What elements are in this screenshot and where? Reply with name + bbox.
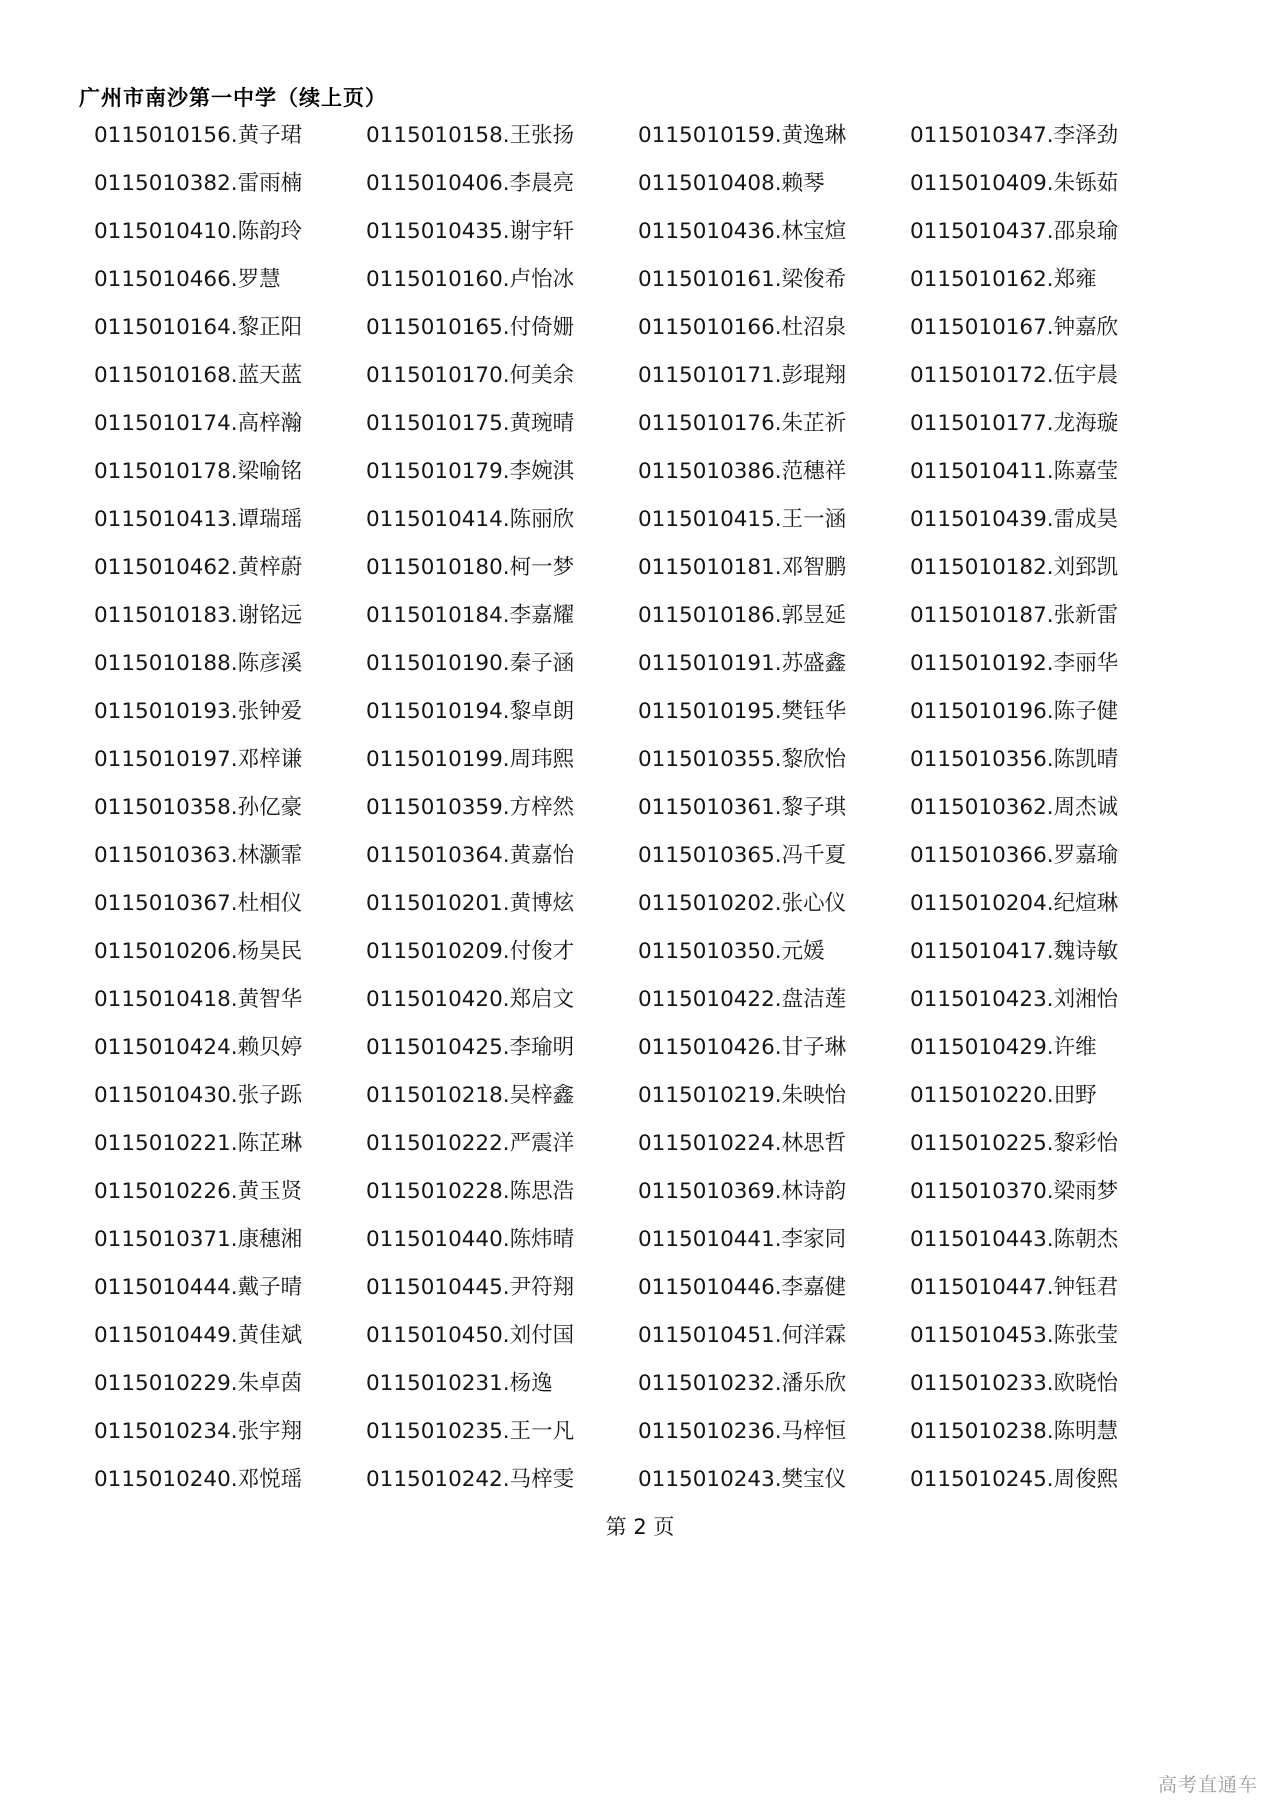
list-item: 0115010440.陈炜晴	[366, 1227, 575, 1252]
list-item: 0115010182.刘郅凯	[910, 555, 1119, 580]
list-item: 0115010201.黄博炫	[366, 891, 575, 916]
list-item: 0115010355.黎欣怡	[638, 747, 847, 772]
list-item: 0115010160.卢怡冰	[366, 267, 575, 292]
list-item: 0115010177.龙海璇	[910, 411, 1119, 436]
list-item: 0115010161.梁俊希	[638, 267, 847, 292]
list-item: 0115010209.付俊才	[366, 939, 575, 964]
list-item: 0115010424.赖贝婷	[94, 1035, 303, 1060]
list-item: 0115010188.陈彦溪	[94, 651, 303, 676]
list-item: 0115010221.陈芷琳	[94, 1131, 303, 1156]
list-item: 0115010165.付倚姗	[366, 315, 575, 340]
list-item: 0115010166.杜沼泉	[638, 315, 847, 340]
list-item: 0115010190.秦子涵	[366, 651, 575, 676]
list-item: 0115010382.雷雨楠	[94, 171, 303, 196]
list-item: 0115010174.高梓瀚	[94, 411, 303, 436]
list-item: 0115010406.李晨亮	[366, 171, 575, 196]
list-item: 0115010422.盘洁莲	[638, 987, 847, 1012]
list-item: 0115010439.雷成昊	[910, 507, 1119, 532]
list-item: 0115010240.邓悦瑶	[94, 1467, 303, 1492]
list-item: 0115010437.邵泉瑜	[910, 219, 1119, 244]
list-item: 0115010447.钟钰君	[910, 1275, 1119, 1300]
list-item: 0115010363.林灏霏	[94, 843, 303, 868]
list-item: 0115010369.林诗韵	[638, 1179, 847, 1204]
list-item: 0115010446.李嘉健	[638, 1275, 847, 1300]
list-item: 0115010365.冯千夏	[638, 843, 847, 868]
list-item: 0115010218.吴梓鑫	[366, 1083, 575, 1108]
list-item: 0115010350.元媛	[638, 939, 825, 964]
list-item: 0115010183.谢铭远	[94, 603, 303, 628]
list-item: 0115010414.陈丽欣	[366, 507, 575, 532]
list-item: 0115010429.许维	[910, 1035, 1097, 1060]
list-item: 0115010167.钟嘉欣	[910, 315, 1119, 340]
list-item: 0115010224.林思哲	[638, 1131, 847, 1156]
list-item: 0115010232.潘乐欣	[638, 1371, 847, 1396]
list-item: 0115010172.伍宇晨	[910, 363, 1119, 388]
list-item: 0115010415.王一涵	[638, 507, 847, 532]
list-item: 0115010245.周俊熙	[910, 1467, 1119, 1492]
list-item: 0115010234.张宇翔	[94, 1419, 303, 1444]
list-item: 0115010441.李家同	[638, 1227, 847, 1252]
list-item: 0115010426.甘子琳	[638, 1035, 847, 1060]
list-item: 0115010453.陈张莹	[910, 1323, 1119, 1348]
list-item: 0115010164.黎正阳	[94, 315, 303, 340]
list-item: 0115010225.黎彩怡	[910, 1131, 1119, 1156]
list-item: 0115010238.陈明慧	[910, 1419, 1119, 1444]
list-item: 0115010233.欧晓怡	[910, 1371, 1119, 1396]
list-item: 0115010162.郑雍	[910, 267, 1097, 292]
list-item: 0115010231.杨逸	[366, 1371, 553, 1396]
list-item: 0115010195.樊钰华	[638, 699, 847, 724]
list-item: 0115010220.田野	[910, 1083, 1097, 1108]
list-item: 0115010410.陈韵玲	[94, 219, 303, 244]
page-heading: 广州市南沙第一中学（续上页）	[79, 86, 387, 110]
list-item: 0115010235.王一凡	[366, 1419, 575, 1444]
list-item: 0115010197.邓梓谦	[94, 747, 303, 772]
list-item: 0115010436.林宝煊	[638, 219, 847, 244]
list-item: 0115010466.罗慧	[94, 267, 281, 292]
list-item: 0115010202.张心仪	[638, 891, 847, 916]
list-item: 0115010451.何洋霖	[638, 1323, 847, 1348]
list-item: 0115010425.李瑜明	[366, 1035, 575, 1060]
list-item: 0115010444.戴子晴	[94, 1275, 303, 1300]
list-item: 0115010450.刘付国	[366, 1323, 575, 1348]
list-item: 0115010443.陈朝杰	[910, 1227, 1119, 1252]
list-item: 0115010168.蓝天蓝	[94, 363, 303, 388]
list-item: 0115010362.周杰诚	[910, 795, 1119, 820]
list-item: 0115010180.柯一梦	[366, 555, 575, 580]
list-item: 0115010417.魏诗敏	[910, 939, 1119, 964]
list-item: 0115010361.黎子琪	[638, 795, 847, 820]
list-item: 0115010449.黄佳斌	[94, 1323, 303, 1348]
list-item: 0115010196.陈子健	[910, 699, 1119, 724]
list-item: 0115010193.张钟爱	[94, 699, 303, 724]
list-item: 0115010409.朱铄茹	[910, 171, 1119, 196]
list-item: 0115010364.黄嘉怡	[366, 843, 575, 868]
list-item: 0115010179.李婉淇	[366, 459, 575, 484]
list-item: 0115010222.严震洋	[366, 1131, 575, 1156]
list-item: 0115010171.彭琨翔	[638, 363, 847, 388]
list-item: 0115010243.樊宝仪	[638, 1467, 847, 1492]
list-item: 0115010206.杨昊民	[94, 939, 303, 964]
list-item: 0115010435.谢宇轩	[366, 219, 575, 244]
list-item: 0115010359.方梓然	[366, 795, 575, 820]
list-item: 0115010445.尹符翔	[366, 1275, 575, 1300]
list-item: 0115010187.张新雷	[910, 603, 1119, 628]
list-item: 0115010367.杜相仪	[94, 891, 303, 916]
list-item: 0115010178.梁喻铭	[94, 459, 303, 484]
page-number: 第 2 页	[605, 1515, 675, 1539]
list-item: 0115010170.何美余	[366, 363, 575, 388]
list-item: 0115010156.黄子珺	[94, 123, 303, 148]
list-item: 0115010386.范穗祥	[638, 459, 847, 484]
list-item: 0115010430.张子跞	[94, 1083, 303, 1108]
list-item: 0115010158.王张扬	[366, 123, 575, 148]
list-item: 0115010420.郑启文	[366, 987, 575, 1012]
list-item: 0115010423.刘湘怡	[910, 987, 1119, 1012]
list-item: 0115010408.赖琴	[638, 171, 825, 196]
list-item: 0115010411.陈嘉莹	[910, 459, 1119, 484]
list-item: 0115010204.纪煊琳	[910, 891, 1119, 916]
list-item: 0115010462.黄梓蔚	[94, 555, 303, 580]
list-item: 0115010236.马梓恒	[638, 1419, 847, 1444]
list-item: 0115010358.孙亿豪	[94, 795, 303, 820]
list-item: 0115010228.陈思浩	[366, 1179, 575, 1204]
list-item: 0115010199.周玮熙	[366, 747, 575, 772]
list-item: 0115010191.苏盛鑫	[638, 651, 847, 676]
list-item: 0115010226.黄玉贤	[94, 1179, 303, 1204]
list-item: 0115010371.康穗湘	[94, 1227, 303, 1252]
list-item: 0115010175.黄琬晴	[366, 411, 575, 436]
list-item: 0115010242.马梓雯	[366, 1467, 575, 1492]
list-item: 0115010356.陈凯晴	[910, 747, 1119, 772]
list-item: 0115010192.李丽华	[910, 651, 1119, 676]
list-item: 0115010184.李嘉耀	[366, 603, 575, 628]
list-item: 0115010418.黄智华	[94, 987, 303, 1012]
list-item: 0115010194.黎卓朗	[366, 699, 575, 724]
list-item: 0115010366.罗嘉瑜	[910, 843, 1119, 868]
list-item: 0115010159.黄逸琳	[638, 123, 847, 148]
list-item: 0115010413.谭瑞瑶	[94, 507, 303, 532]
candidate-list	[94, 122, 1144, 1514]
list-item: 0115010229.朱卓茵	[94, 1371, 303, 1396]
list-item: 0115010176.朱芷祈	[638, 411, 847, 436]
list-item: 0115010347.李泽劲	[910, 123, 1119, 148]
watermark-text: 高考直通车	[1157, 1774, 1258, 1796]
list-item: 0115010181.邓智鹏	[638, 555, 847, 580]
list-item: 0115010219.朱映怡	[638, 1083, 847, 1108]
list-item: 0115010370.梁雨梦	[910, 1179, 1119, 1204]
list-item: 0115010186.郭昱延	[638, 603, 847, 628]
